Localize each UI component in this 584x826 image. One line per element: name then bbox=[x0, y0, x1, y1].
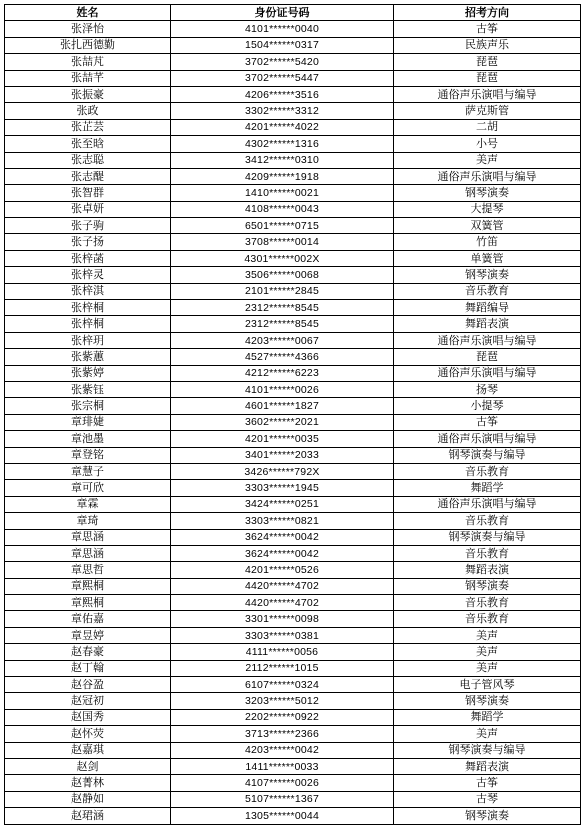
name-cell: 张子驹 bbox=[5, 218, 171, 234]
name-cell: 张梓桐 bbox=[5, 316, 171, 332]
exam-direction-cell: 美声 bbox=[394, 660, 581, 676]
exam-direction-cell: 钢琴演奏与编导 bbox=[394, 742, 581, 758]
exam-direction-cell: 钢琴演奏与编导 bbox=[394, 447, 581, 463]
exam-direction-cell: 钢琴演奏 bbox=[394, 693, 581, 709]
id-number-cell: 4111******0056 bbox=[171, 644, 394, 660]
name-cell: 章登铭 bbox=[5, 447, 171, 463]
exam-direction-cell: 扬琴 bbox=[394, 381, 581, 397]
name-cell: 赵国秀 bbox=[5, 709, 171, 725]
exam-direction-cell: 萨克斯管 bbox=[394, 103, 581, 119]
id-number-cell: 2112******1015 bbox=[171, 660, 394, 676]
id-number-cell: 3702******5447 bbox=[171, 70, 394, 86]
name-cell: 章佑嘉 bbox=[5, 611, 171, 627]
name-cell: 章琲婕 bbox=[5, 414, 171, 430]
header-name: 姓名 bbox=[5, 5, 171, 21]
name-cell: 赵静如 bbox=[5, 791, 171, 807]
id-number-cell: 3602******2021 bbox=[171, 414, 394, 430]
header-id-number: 身份证号码 bbox=[171, 5, 394, 21]
id-number-cell: 3624******0042 bbox=[171, 545, 394, 561]
table-row bbox=[5, 168, 581, 184]
name-cell: 张振豪 bbox=[5, 86, 171, 102]
exam-direction-cell: 钢琴演奏 bbox=[394, 185, 581, 201]
id-number-cell: 1410******0021 bbox=[171, 185, 394, 201]
id-number-cell: 6107******0324 bbox=[171, 677, 394, 693]
id-number-cell: 3713******2366 bbox=[171, 726, 394, 742]
name-cell: 张喆芃 bbox=[5, 54, 171, 70]
exam-direction-cell: 民族声乐 bbox=[394, 37, 581, 53]
exam-direction-cell: 小提琴 bbox=[394, 398, 581, 414]
name-cell: 张梓灵 bbox=[5, 267, 171, 283]
header-row bbox=[5, 5, 581, 21]
exam-direction-cell: 琵琶 bbox=[394, 349, 581, 365]
exam-direction-cell: 大提琴 bbox=[394, 201, 581, 217]
exam-direction-cell: 单簧管 bbox=[394, 250, 581, 266]
id-number-cell: 3412******0310 bbox=[171, 152, 394, 168]
table-row bbox=[5, 611, 581, 627]
exam-direction-cell: 舞蹈编导 bbox=[394, 300, 581, 316]
exam-direction-cell: 琵琶 bbox=[394, 70, 581, 86]
exam-direction-cell: 舞蹈表演 bbox=[394, 758, 581, 774]
table-row bbox=[5, 70, 581, 86]
table-row bbox=[5, 300, 581, 316]
name-cell: 章可欣 bbox=[5, 480, 171, 496]
exam-direction-cell: 通俗声乐演唱与编导 bbox=[394, 365, 581, 381]
id-number-cell: 4212******6223 bbox=[171, 365, 394, 381]
exam-direction-cell: 通俗声乐演唱与编导 bbox=[394, 496, 581, 512]
name-cell: 张紫蕙 bbox=[5, 349, 171, 365]
table-row bbox=[5, 136, 581, 152]
name-cell: 章慧子 bbox=[5, 463, 171, 479]
name-cell: 章熙桐 bbox=[5, 578, 171, 594]
name-cell: 章熙桐 bbox=[5, 595, 171, 611]
table-row bbox=[5, 234, 581, 250]
exam-direction-cell: 音乐教育 bbox=[394, 595, 581, 611]
id-number-cell: 4420******4702 bbox=[171, 595, 394, 611]
exam-direction-cell: 舞蹈表演 bbox=[394, 562, 581, 578]
id-number-cell: 3506******0068 bbox=[171, 267, 394, 283]
name-cell: 张政 bbox=[5, 103, 171, 119]
id-number-cell: 3303******1945 bbox=[171, 480, 394, 496]
name-cell: 张芷芸 bbox=[5, 119, 171, 135]
id-number-cell: 4209******1918 bbox=[171, 168, 394, 184]
name-cell: 张紫婷 bbox=[5, 365, 171, 381]
id-number-cell: 3426******792X bbox=[171, 463, 394, 479]
table-row bbox=[5, 365, 581, 381]
name-cell: 张智群 bbox=[5, 185, 171, 201]
exam-direction-cell: 舞蹈表演 bbox=[394, 316, 581, 332]
id-number-cell: 4206******3516 bbox=[171, 86, 394, 102]
id-number-cell: 4101******0026 bbox=[171, 381, 394, 397]
exam-direction-cell: 美声 bbox=[394, 644, 581, 660]
id-number-cell: 3303******0381 bbox=[171, 627, 394, 643]
exam-direction-cell: 钢琴演奏 bbox=[394, 578, 581, 594]
table-body bbox=[5, 21, 581, 824]
id-number-cell: 4420******4702 bbox=[171, 578, 394, 594]
table-row bbox=[5, 218, 581, 234]
table-row bbox=[5, 103, 581, 119]
exam-direction-cell: 琵琶 bbox=[394, 54, 581, 70]
id-number-cell: 4107******0026 bbox=[171, 775, 394, 791]
name-cell: 张卓妍 bbox=[5, 201, 171, 217]
name-cell: 赵珺涵 bbox=[5, 808, 171, 824]
name-cell: 赵谷盈 bbox=[5, 677, 171, 693]
table-row bbox=[5, 808, 581, 824]
exam-direction-cell: 通俗声乐演唱与编导 bbox=[394, 431, 581, 447]
table-row bbox=[5, 21, 581, 37]
table-row bbox=[5, 332, 581, 348]
exam-direction-cell: 双簧管 bbox=[394, 218, 581, 234]
name-cell: 赵嘉琪 bbox=[5, 742, 171, 758]
table-row bbox=[5, 578, 581, 594]
exam-direction-cell: 音乐教育 bbox=[394, 463, 581, 479]
id-number-cell: 6501******0715 bbox=[171, 218, 394, 234]
table-row bbox=[5, 677, 581, 693]
name-cell: 张宗桐 bbox=[5, 398, 171, 414]
exam-direction-cell: 舞蹈学 bbox=[394, 709, 581, 725]
exam-direction-cell: 古琴 bbox=[394, 791, 581, 807]
table-row bbox=[5, 709, 581, 725]
table-row bbox=[5, 283, 581, 299]
table-row bbox=[5, 775, 581, 791]
name-cell: 张子扬 bbox=[5, 234, 171, 250]
id-number-cell: 4101******0040 bbox=[171, 21, 394, 37]
id-number-cell: 3708******0014 bbox=[171, 234, 394, 250]
name-cell: 章思涵 bbox=[5, 545, 171, 561]
exam-direction-cell: 钢琴演奏 bbox=[394, 808, 581, 824]
exam-direction-cell: 竹笛 bbox=[394, 234, 581, 250]
name-cell: 张志聪 bbox=[5, 152, 171, 168]
table-row bbox=[5, 758, 581, 774]
exam-direction-cell: 音乐教育 bbox=[394, 283, 581, 299]
table-row bbox=[5, 693, 581, 709]
exam-direction-cell: 钢琴演奏 bbox=[394, 267, 581, 283]
id-number-cell: 2312******8545 bbox=[171, 300, 394, 316]
name-cell: 赵冠初 bbox=[5, 693, 171, 709]
id-number-cell: 1504******0317 bbox=[171, 37, 394, 53]
id-number-cell: 5107******1367 bbox=[171, 791, 394, 807]
id-number-cell: 2312******8545 bbox=[171, 316, 394, 332]
name-cell: 赵丁翰 bbox=[5, 660, 171, 676]
table-row bbox=[5, 349, 581, 365]
table-row bbox=[5, 545, 581, 561]
name-cell: 章琦 bbox=[5, 513, 171, 529]
id-number-cell: 4203******0067 bbox=[171, 332, 394, 348]
name-cell: 章思哲 bbox=[5, 562, 171, 578]
exam-direction-cell: 古筝 bbox=[394, 414, 581, 430]
table-row bbox=[5, 37, 581, 53]
id-number-cell: 3301******0098 bbox=[171, 611, 394, 627]
id-number-cell: 4201******0526 bbox=[171, 562, 394, 578]
table-row bbox=[5, 431, 581, 447]
table-row bbox=[5, 513, 581, 529]
exam-direction-cell: 音乐教育 bbox=[394, 545, 581, 561]
id-number-cell: 3401******2033 bbox=[171, 447, 394, 463]
id-number-cell: 3702******5420 bbox=[171, 54, 394, 70]
table-row bbox=[5, 496, 581, 512]
id-number-cell: 4201******4022 bbox=[171, 119, 394, 135]
name-cell: 赵春豪 bbox=[5, 644, 171, 660]
table-row bbox=[5, 267, 581, 283]
name-cell: 章思涵 bbox=[5, 529, 171, 545]
id-number-cell: 3424******0251 bbox=[171, 496, 394, 512]
id-number-cell: 4601******1827 bbox=[171, 398, 394, 414]
exam-direction-cell: 音乐教育 bbox=[394, 513, 581, 529]
table-row bbox=[5, 791, 581, 807]
exam-direction-cell: 通俗声乐演唱与编导 bbox=[394, 86, 581, 102]
exam-direction-cell: 二胡 bbox=[394, 119, 581, 135]
id-number-cell: 1305******0044 bbox=[171, 808, 394, 824]
id-number-cell: 3303******0821 bbox=[171, 513, 394, 529]
exam-direction-cell: 古筝 bbox=[394, 21, 581, 37]
table-row bbox=[5, 562, 581, 578]
table-row bbox=[5, 595, 581, 611]
exam-direction-cell: 电子管风琴 bbox=[394, 677, 581, 693]
name-cell: 章池墨 bbox=[5, 431, 171, 447]
table-row bbox=[5, 627, 581, 643]
table-row bbox=[5, 398, 581, 414]
name-cell: 赵剑 bbox=[5, 758, 171, 774]
table-row bbox=[5, 529, 581, 545]
table-row bbox=[5, 644, 581, 660]
table-row bbox=[5, 201, 581, 217]
table-row bbox=[5, 119, 581, 135]
table-row bbox=[5, 54, 581, 70]
name-cell: 张梓淇 bbox=[5, 283, 171, 299]
exam-direction-cell: 舞蹈学 bbox=[394, 480, 581, 496]
id-number-cell: 4108******0043 bbox=[171, 201, 394, 217]
exam-direction-cell: 古筝 bbox=[394, 775, 581, 791]
table-row bbox=[5, 480, 581, 496]
candidate-table bbox=[4, 4, 581, 825]
exam-direction-cell: 美声 bbox=[394, 726, 581, 742]
exam-direction-cell: 钢琴演奏与编导 bbox=[394, 529, 581, 545]
exam-direction-cell: 美声 bbox=[394, 627, 581, 643]
name-cell: 赵菁林 bbox=[5, 775, 171, 791]
name-cell: 张喆芊 bbox=[5, 70, 171, 86]
name-cell: 张梓玥 bbox=[5, 332, 171, 348]
name-cell: 张梓桐 bbox=[5, 300, 171, 316]
table-row bbox=[5, 447, 581, 463]
table-row bbox=[5, 86, 581, 102]
id-number-cell: 3203******5012 bbox=[171, 693, 394, 709]
id-number-cell: 3624******0042 bbox=[171, 529, 394, 545]
name-cell: 张志醍 bbox=[5, 168, 171, 184]
name-cell: 章昱婷 bbox=[5, 627, 171, 643]
name-cell: 张泽怡 bbox=[5, 21, 171, 37]
table-row bbox=[5, 726, 581, 742]
id-number-cell: 2101******2845 bbox=[171, 283, 394, 299]
name-cell: 张至晗 bbox=[5, 136, 171, 152]
exam-direction-cell: 通俗声乐演唱与编导 bbox=[394, 168, 581, 184]
name-cell: 章霖 bbox=[5, 496, 171, 512]
id-number-cell: 4203******0042 bbox=[171, 742, 394, 758]
table-row bbox=[5, 463, 581, 479]
table-row bbox=[5, 742, 581, 758]
id-number-cell: 3302******3312 bbox=[171, 103, 394, 119]
exam-direction-cell: 小号 bbox=[394, 136, 581, 152]
id-number-cell: 1411******0033 bbox=[171, 758, 394, 774]
table-row bbox=[5, 185, 581, 201]
name-cell: 张紫钰 bbox=[5, 381, 171, 397]
id-number-cell: 4301******002X bbox=[171, 250, 394, 266]
name-cell: 张扎西德勤 bbox=[5, 37, 171, 53]
id-number-cell: 4302******1316 bbox=[171, 136, 394, 152]
id-number-cell: 4527******4366 bbox=[171, 349, 394, 365]
table-row bbox=[5, 414, 581, 430]
name-cell: 张梓菡 bbox=[5, 250, 171, 266]
exam-direction-cell: 音乐教育 bbox=[394, 611, 581, 627]
name-cell: 赵怀荧 bbox=[5, 726, 171, 742]
table-row bbox=[5, 381, 581, 397]
id-number-cell: 4201******0035 bbox=[171, 431, 394, 447]
table-row bbox=[5, 660, 581, 676]
table-row bbox=[5, 316, 581, 332]
exam-direction-cell: 美声 bbox=[394, 152, 581, 168]
header-exam-direction: 招考方向 bbox=[394, 5, 581, 21]
id-number-cell: 2202******0922 bbox=[171, 709, 394, 725]
table-row bbox=[5, 250, 581, 266]
exam-direction-cell: 通俗声乐演唱与编导 bbox=[394, 332, 581, 348]
table-row bbox=[5, 152, 581, 168]
